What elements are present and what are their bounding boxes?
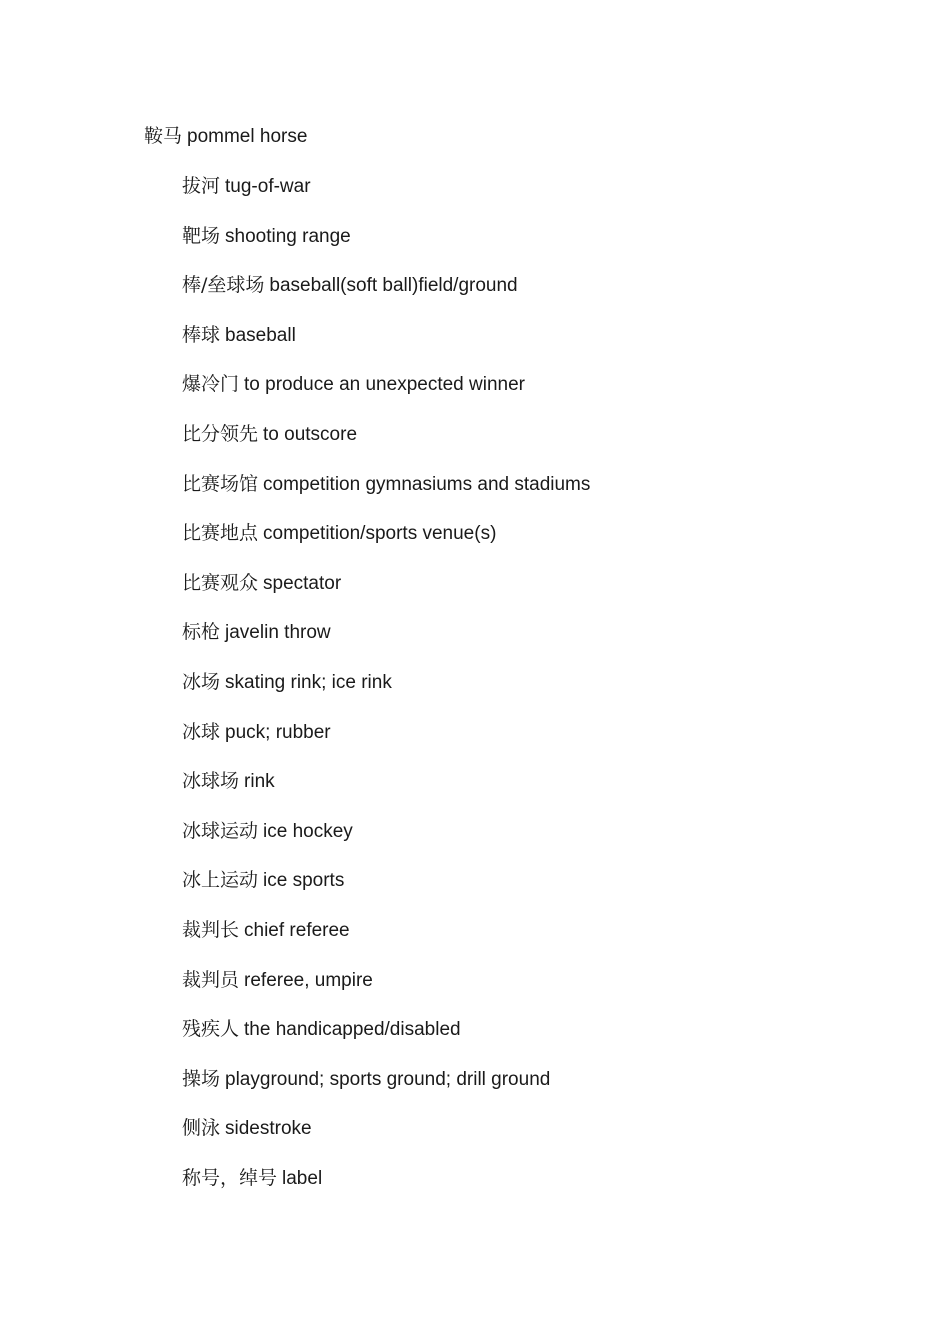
chinese-term: 拔河 [182, 175, 221, 197]
english-term: skating rink; ice rink [225, 671, 392, 693]
english-term: to produce an unexpected winner [244, 374, 525, 396]
vocab-entry [144, 124, 307, 149]
english-term: baseball [225, 324, 296, 346]
vocab-entry [182, 918, 590, 942]
english-term: shooting range [225, 225, 351, 247]
vocab-entry [182, 720, 590, 744]
vocab-list [182, 174, 590, 1215]
vocab-entry [182, 1017, 590, 1041]
chinese-term: 冰球运动 [182, 819, 259, 842]
vocab-entry [182, 323, 590, 347]
vocab-entry [182, 521, 590, 545]
chinese-term: 比赛场馆 [182, 472, 259, 495]
chinese-term: 棒/垒球场 [182, 274, 265, 297]
english-term: playground; sports ground; drill ground [225, 1068, 551, 1090]
english-term: tug-of-war [225, 176, 311, 197]
chinese-term: 冰场 [182, 670, 221, 693]
vocab-entry [182, 1166, 590, 1190]
vocab-entry [182, 1067, 590, 1091]
english-term: to outscore [263, 423, 358, 445]
chinese-term: 操场 [182, 1067, 221, 1090]
english-term: ice sports [263, 870, 345, 892]
vocab-entry [182, 968, 590, 992]
vocab-entry [182, 670, 590, 694]
vocab-entry [182, 273, 590, 297]
english-term: chief referee [244, 919, 350, 941]
vocab-entry [182, 1116, 590, 1140]
english-term: pommel horse [187, 126, 308, 147]
chinese-term: 裁判长 [182, 918, 240, 941]
chinese-term: 称号，绰号 [182, 1166, 278, 1189]
vocab-entry [182, 769, 590, 793]
english-term: competition gymnasiums and stadiums [263, 473, 591, 495]
chinese-term: 冰球 [182, 720, 221, 743]
english-term: sidestroke [225, 1118, 312, 1140]
vocab-entry [182, 372, 590, 396]
english-term: spectator [263, 572, 342, 594]
chinese-term: 比赛观众 [182, 571, 259, 594]
chinese-term: 棒球 [182, 323, 221, 346]
english-term: javelin throw [225, 622, 331, 644]
english-term: ice hockey [263, 820, 353, 842]
vocab-entry [182, 819, 590, 843]
english-term: puck; rubber [225, 721, 331, 743]
chinese-term: 靶场 [182, 224, 221, 247]
chinese-term: 冰上运动 [182, 869, 259, 892]
english-term: label [282, 1167, 323, 1189]
chinese-term: 比赛地点 [182, 522, 259, 545]
vocab-entry [182, 472, 590, 496]
vocab-entry [182, 224, 590, 248]
vocab-entry [182, 868, 590, 892]
chinese-term: 鞍马 [144, 125, 183, 147]
english-term: competition/sports venue(s) [263, 523, 497, 545]
english-term: the handicapped/disabled [244, 1019, 461, 1041]
english-term: referee, umpire [244, 969, 373, 991]
english-term: rink [244, 771, 275, 793]
chinese-term: 残疾人 [182, 1018, 240, 1041]
vocab-entry [182, 422, 590, 446]
chinese-term: 比分领先 [182, 422, 259, 445]
chinese-term: 冰球场 [182, 770, 240, 793]
vocab-entry [182, 174, 590, 198]
chinese-term: 裁判员 [182, 968, 240, 991]
english-term: baseball(soft ball)field/ground [269, 275, 518, 297]
chinese-term: 爆冷门 [182, 373, 240, 396]
chinese-term: 侧泳 [182, 1117, 221, 1140]
vocab-entry [182, 571, 590, 595]
chinese-term: 标枪 [182, 621, 221, 644]
vocab-entry [182, 620, 590, 644]
